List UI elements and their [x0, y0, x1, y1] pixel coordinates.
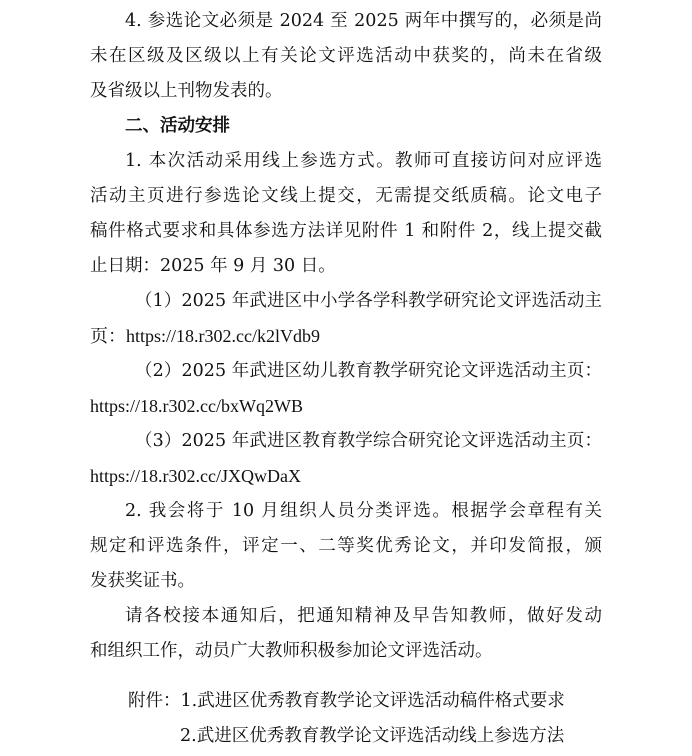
sub1-url[interactable]: 页：https://18.r302.cc/k2lVdb9 — [90, 326, 320, 346]
item4-line-3: 及省级以上刊物发表的。 — [90, 81, 283, 101]
sub2-url[interactable]: https://18.r302.cc/bxWq2WB — [90, 396, 303, 416]
attachment-line-1: 附件：1.武进区优秀教育教学论文评选活动稿件格式要求 — [128, 691, 565, 711]
sub2-line-1: （2）2025 年武进区幼儿教育教学研究论文评选活动主页： — [135, 361, 602, 381]
item1-line-4: 止日期：2025 年 9 月 30 日。 — [90, 256, 336, 276]
section-heading-activity-arrangement: 二、活动安排 — [125, 116, 230, 136]
closing-line-1: 请各校接本通知后，把通知精神及早告知教师，做好发动 — [125, 606, 602, 626]
item4-line-2: 未在区级及区级以上有关论文评选活动中获奖的，尚未在省级 — [90, 46, 602, 66]
attachment-line-2: 2.武进区优秀教育教学论文评选活动线上参选方法 — [180, 726, 565, 746]
item1-line-3: 稿件格式要求和具体参选方法详见附件 1 和附件 2，线上提交截 — [90, 221, 602, 241]
item2-line-2: 规定和评选条件，评定一、二等奖优秀论文，并印发简报，颁 — [90, 536, 602, 556]
item1-line-1: 1. 本次活动采用线上参选方式。教师可直接访问对应评选 — [125, 151, 602, 171]
sub1-line-1: （1）2025 年武进区中小学各学科教学研究论文评选活动主 — [135, 291, 602, 311]
item4-line-1: 4. 参选论文必须是 2024 至 2025 两年中撰写的，必须是尚 — [125, 11, 602, 31]
item2-line-3: 发获奖证书。 — [90, 571, 195, 591]
sub3-url[interactable]: https://18.r302.cc/JXQwDaX — [90, 466, 301, 486]
item1-line-2: 活动主页进行参选论文线上提交，无需提交纸质稿。论文电子 — [90, 186, 602, 206]
item2-line-1: 2. 我会将于 10 月组织人员分类评选。根据学会章程有关 — [125, 501, 602, 521]
closing-line-2: 和组织工作，动员广大教师积极参加论文评选活动。 — [90, 641, 493, 661]
sub3-line-1: （3）2025 年武进区教育教学综合研究论文评选活动主页： — [135, 431, 602, 451]
